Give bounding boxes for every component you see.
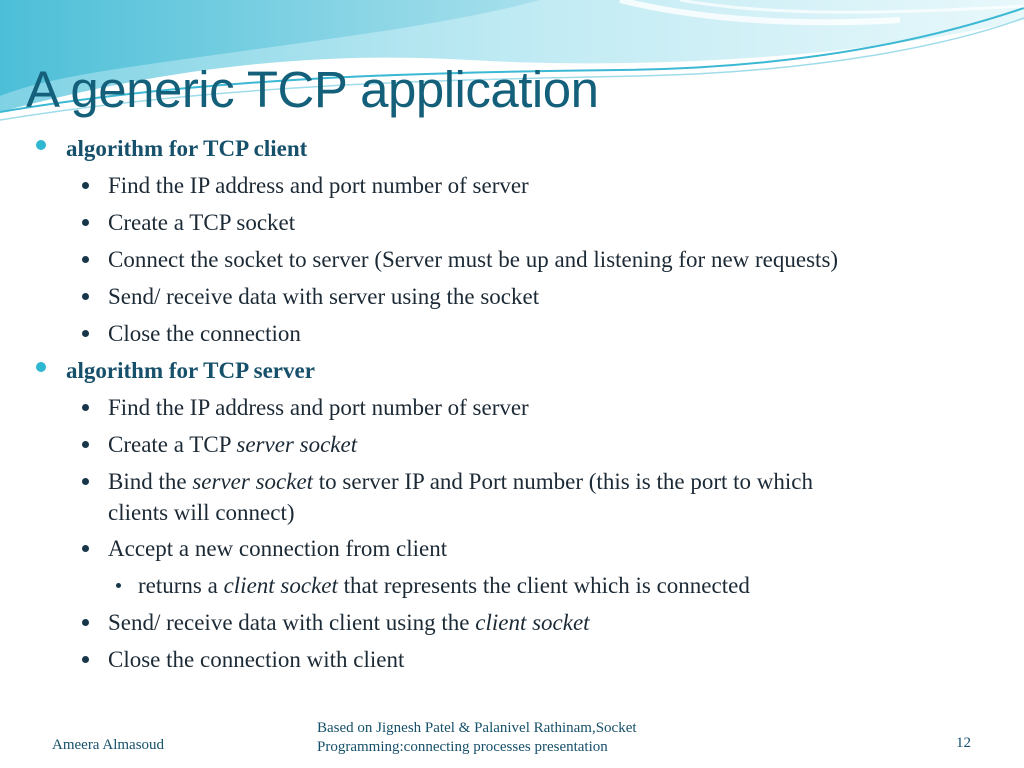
bullet-icon (82, 545, 89, 552)
footer-source-line: Based on Jignesh Patel & Palanivel Rathinam,Socket (317, 720, 637, 736)
bullet-icon (82, 619, 89, 626)
page-number: 12 (956, 735, 971, 751)
slide-title: A generic TCP application (26, 61, 599, 118)
bullet-icon (82, 441, 89, 448)
bullet-icon (36, 140, 46, 150)
server-substep (138, 574, 750, 597)
bullet-icon (82, 219, 89, 226)
footer-author: Ameera Almasoud (52, 737, 165, 753)
server-step: Close the connection with client (108, 647, 405, 672)
server-step: Accept a new connection from client (108, 536, 448, 561)
client-step: Send/ receive data with server using the socket (108, 284, 540, 309)
server-step-emphasis: client socket (223, 573, 338, 598)
server-step (108, 433, 357, 456)
bullet-icon (82, 182, 89, 189)
server-step-continuation: clients will connect) (108, 500, 295, 525)
footer-source-line: Programming:connecting processes presentation (317, 739, 608, 755)
bullet-icon (82, 656, 89, 663)
server-step-emphasis: server socket (192, 469, 314, 494)
client-step: Find the IP address and port number of server (108, 173, 529, 198)
server-step-text: Send/ receive data with client using the (108, 610, 476, 635)
client-heading: algorithm for TCP client (66, 136, 308, 161)
client-step: Connect the socket to server (Server must be up and listening for new requests) (108, 247, 839, 272)
server-step (108, 470, 813, 493)
bullet-icon (36, 362, 46, 372)
bullet-icon (82, 404, 89, 411)
bullet-icon (82, 256, 89, 263)
bullet-icon (116, 583, 121, 588)
server-step-emphasis: server socket (236, 432, 358, 457)
server-step-text: returns a (138, 573, 224, 598)
server-step: Find the IP address and port number of server (108, 395, 529, 420)
server-step (108, 611, 590, 634)
server-step-text: Create a TCP (108, 432, 237, 457)
bullet-icon (82, 478, 89, 485)
server-heading: algorithm for TCP server (66, 358, 315, 383)
bullet-icon (82, 293, 89, 300)
client-step: Create a TCP socket (108, 210, 296, 235)
server-step-text: to server IP and Port number (this is the port to which (313, 469, 814, 494)
client-step: Close the connection (108, 321, 301, 346)
server-step-emphasis: client socket (475, 610, 590, 635)
server-step-text: that represents the client which is connected (337, 573, 750, 598)
footer-source (317, 719, 637, 757)
server-step-text: Bind the (108, 469, 193, 494)
bullet-icon (82, 330, 89, 337)
